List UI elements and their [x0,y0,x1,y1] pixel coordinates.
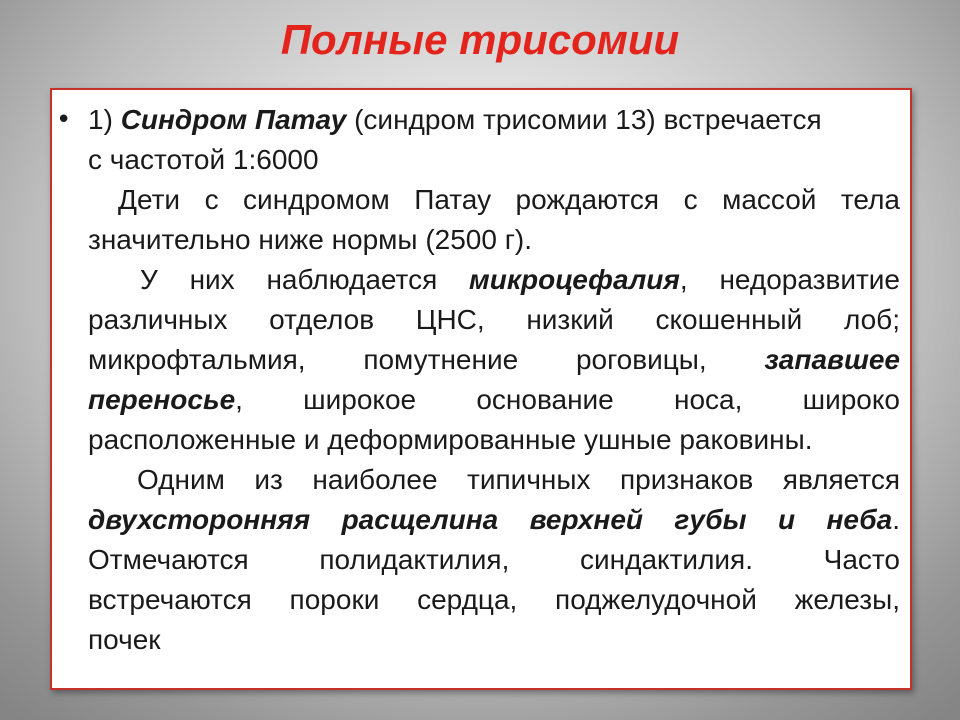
emphasized-term: запавшее [764,344,900,375]
slide-body-text [88,100,900,660]
syndrome-name: Синдром Патау [120,104,347,135]
text-run: встречаются пороки сердца, поджелудочной железы, [88,584,900,615]
text-line [88,100,900,140]
text-line [88,580,900,620]
text-run: Дети с синдромом Патау рождаются с массой тела [118,184,900,215]
text-line [88,620,900,660]
text-line [88,300,900,340]
bullet-marker: • [56,105,72,135]
text-line [88,460,900,500]
text-run: . [892,504,900,535]
text-line [88,540,900,580]
item-number: 1) [88,104,121,135]
text-line [88,140,900,180]
text-run: микрофтальмия, помутнение роговицы, [88,344,765,375]
text-run: различных отделов ЦНС, низкий скошенный лоб; [88,304,900,335]
text-line [88,420,900,460]
text-run: Отмечаются полидактилия, синдактилия. Часто [88,544,900,575]
text-run: расположенные и деформированные ушные раковины. [88,424,813,455]
slide-title: Полные трисомии [280,16,680,63]
text-run: значительно ниже нормы (2500 г). [88,224,533,255]
text-line [88,500,900,540]
text-run: , широкое основание носа, широко [235,384,900,415]
emphasized-term: двухсторонняя расщелина верхней губы и неба [88,504,893,535]
text-line [88,380,900,420]
text-line [88,260,900,300]
emphasized-term: переносье [88,384,236,415]
emphasized-term: микроцефалия [469,264,680,295]
text-run: У них наблюдается [140,264,470,295]
text-run: Одним из наиболее типичных признаков является [137,464,900,495]
text-line [88,220,900,260]
text-run: (синдром трисомии 13) встречается [346,104,822,135]
text-run: с частотой 1:6000 [88,144,319,175]
text-run: почек [88,624,161,655]
text-line [88,340,900,380]
text-run: , недоразвитие [679,264,900,295]
text-line [88,180,900,220]
